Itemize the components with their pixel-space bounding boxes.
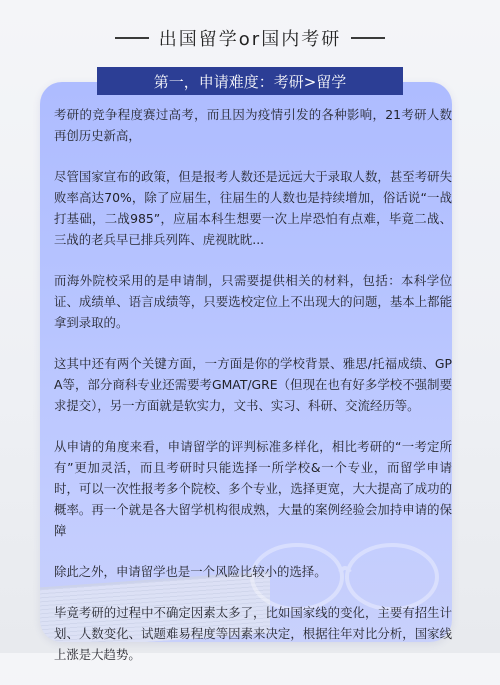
paragraph-5: 从申请的角度来看，申请留学的评判标准多样化，相比考研的“一考定所有”更加灵活，而且考研时只能选择一所学校&一个专业，而留学申请时，可以一次性报考多个院校、多个专业，选择更宽，大大提高了成功的概率。再一个就是各大留学机构很成熟，大量的案例经验会加持申请的保障 [54, 439, 452, 538]
paragraph-4: 这其中还有两个关键方面，一方面是你的学校背景、雅思/托福成绩、GPA等，部分商科专业还需要考GMAT/GRE（但现在也有好多学校不强制要求提交），另一方面就是软实力，文书、实习、科研、交流经历等。 [54, 356, 452, 413]
header-rule-left [115, 37, 149, 39]
paragraph-2: 尽管国家宣布的政策，但是报考人数还是远远大于录取人数，甚至考研失败率高达70%，除了应届生，往届生的人数也是持续增加，俗话说“一战打基础，二战985”，应届本科生想要一次上岸恐怕有点难，毕竟二战、三战的老兵早已排兵列阵、虎视眈眈... [54, 169, 452, 247]
header [0, 18, 500, 58]
page-title: 出国留学or国内考研 [158, 29, 342, 50]
section-heading: 第一，申请难度：考研>留学 [97, 67, 403, 95]
paragraph-6: 除此之外，申请留学也是一个风险比较小的选择。 [54, 564, 327, 579]
article-body [54, 104, 452, 685]
header-rule-right [351, 37, 385, 39]
paragraph-1: 考研的竞争程度赛过高考，而且因为疫情引发的各种影响，21考研人数再创历史新高， [54, 107, 452, 143]
paragraph-3: 而海外院校采用的是申请制，只需要提供相关的材料，包括：本科学位证、成绩单、语言成绩等，只要选校定位上不出现大的问题，基本上都能拿到录取的。 [54, 273, 452, 330]
paragraph-7: 毕竟考研的过程中不确定因素太多了，比如国家线的变化，主要有招生计划、人数变化、试题难易程度等因素来决定，根据往年对比分析，国家线上涨是大趋势。 [54, 605, 452, 662]
